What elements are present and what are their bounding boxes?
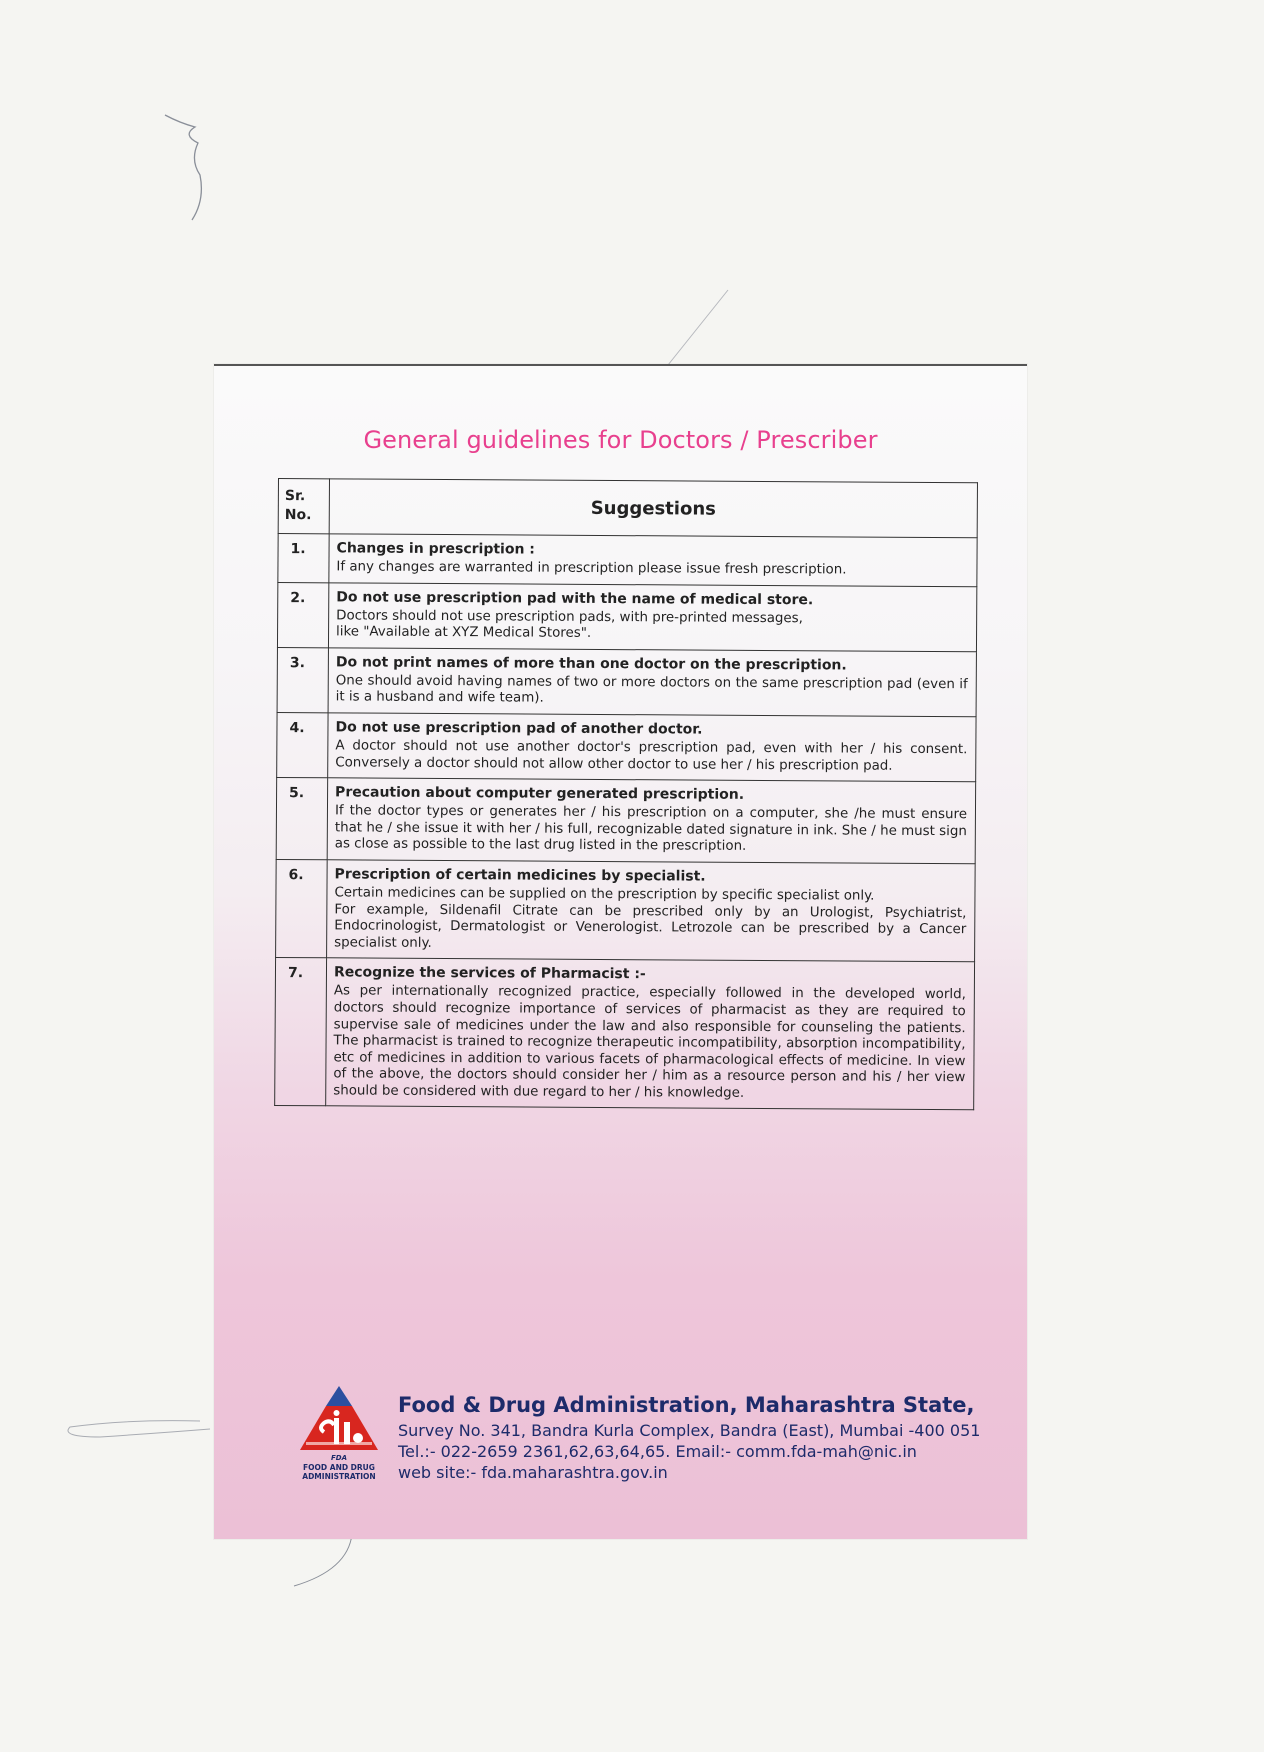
logo-caption-line1: FOOD AND DRUG bbox=[303, 1463, 375, 1472]
organization-website: web site:- fda.maharashtra.gov.in bbox=[398, 1463, 668, 1482]
row-suggestion bbox=[328, 582, 976, 651]
logo-caption-line2: ADMINISTRATION bbox=[302, 1472, 376, 1481]
table-row bbox=[277, 582, 976, 651]
row-suggestion bbox=[328, 713, 976, 782]
suggestion-text: One should avoid having names of two or more doctors on the same prescription pad (even if it is a husband and wife team). bbox=[335, 673, 968, 707]
fda-logo-icon bbox=[294, 1384, 384, 1456]
logo-caption bbox=[294, 1454, 384, 1481]
table-row bbox=[277, 647, 976, 716]
suggestion-heading: Precaution about computer generated prescription. bbox=[335, 784, 745, 804]
row-serial-number: 7. bbox=[275, 958, 327, 1106]
suggestion-text: As per internationally recognized practice, especially followed in the developed world, doctors should recognize importance of services of pharmacist as they are required to supervise sale of medicines under the law and also responsible for counseling the patients. The pharmacist is trained to recognize therapeutic incompatibility, absorption incompatibility, etc of medicines in addition to various facets of pharmacological effects of medicine. In view of the above, the doctors should consider her / him as a resource person and his / her view should be considered with due regard to her / his knowledge. bbox=[333, 983, 966, 1101]
row-suggestion bbox=[327, 860, 976, 962]
table-row bbox=[278, 534, 977, 587]
suggestion-text: A doctor should not use another doctor's prescription pad, even with her / his consent. Conversely a doctor should not allow other doctor to use her / his prescription pad. bbox=[335, 738, 968, 774]
guidelines-leaflet bbox=[214, 364, 1027, 1539]
header-sr-no: Sr. No. bbox=[278, 479, 329, 534]
suggestion-heading: Do not use prescription pad with the name of medical store. bbox=[336, 588, 814, 608]
row-serial-number: 6. bbox=[276, 859, 328, 958]
organization-name: Food & Drug Administration, Maharashtra State, bbox=[398, 1393, 975, 1417]
guidelines-table bbox=[274, 478, 978, 1111]
suggestion-text: like "Available at XYZ Medical Stores". bbox=[336, 624, 592, 642]
row-serial-number: 5. bbox=[276, 778, 327, 860]
row-suggestion bbox=[328, 648, 976, 717]
header-suggestions: Suggestions bbox=[329, 479, 977, 538]
organization-info bbox=[398, 1392, 1018, 1483]
row-serial-number: 1. bbox=[278, 534, 329, 583]
row-serial-number: 3. bbox=[277, 647, 328, 712]
suggestion-text: If any changes are warranted in prescription please issue fresh prescription. bbox=[336, 559, 847, 578]
row-suggestion bbox=[326, 958, 975, 1110]
row-suggestion bbox=[329, 534, 977, 587]
row-serial-number: 4. bbox=[277, 712, 328, 777]
suggestion-text: Certain medicines can be supplied on the prescription by specific specialist only. bbox=[334, 885, 875, 904]
suggestion-text: For example, Sildenafil Citrate can be prescribed only by an Urologist, Psychiatrist, Endocrinologist, Dermatologist or Venerologist. Letrozole can be prescribed by a Cancer specialist only. bbox=[334, 901, 967, 951]
table-row bbox=[276, 778, 975, 864]
suggestion-heading: Changes in prescription : bbox=[336, 540, 535, 558]
table-row bbox=[276, 859, 976, 962]
suggestion-heading: Recognize the services of Pharmacist :- bbox=[333, 964, 646, 983]
table-row bbox=[275, 958, 975, 1110]
suggestion-text: Doctors should not use prescription pads, with pre-printed messages, bbox=[336, 607, 803, 626]
logo-caption-short: FDA bbox=[330, 1454, 347, 1462]
row-suggestion bbox=[327, 778, 975, 864]
suggestion-text: If the doctor types or generates her / his prescription on a computer, she /he must ensure that he / she issue it with her / his full, recognizable dated signature in ink. She / he must sign as close as possible to the last drug listed in the prescription. bbox=[334, 803, 968, 855]
footer-contact-block bbox=[294, 1384, 1014, 1494]
table-header-row bbox=[278, 479, 977, 538]
organization-contact: Tel.:- 022-2659 2361,62,63,64,65. Email:- comm.fda-mah@nic.in bbox=[398, 1442, 917, 1461]
suggestion-heading: Prescription of certain medicines by specialist. bbox=[334, 866, 706, 885]
suggestion-heading: Do not use prescription pad of another doctor. bbox=[335, 719, 703, 738]
row-serial-number: 2. bbox=[277, 582, 328, 647]
organization-address: Survey No. 341, Bandra Kurla Complex, Bandra (East), Mumbai -400 051 bbox=[398, 1421, 981, 1440]
table-row bbox=[277, 712, 976, 781]
document-title: General guidelines for Doctors / Prescriber bbox=[363, 426, 878, 454]
fda-logo bbox=[294, 1384, 384, 1494]
suggestion-heading: Do not print names of more than one doctor on the prescription. bbox=[335, 654, 847, 674]
